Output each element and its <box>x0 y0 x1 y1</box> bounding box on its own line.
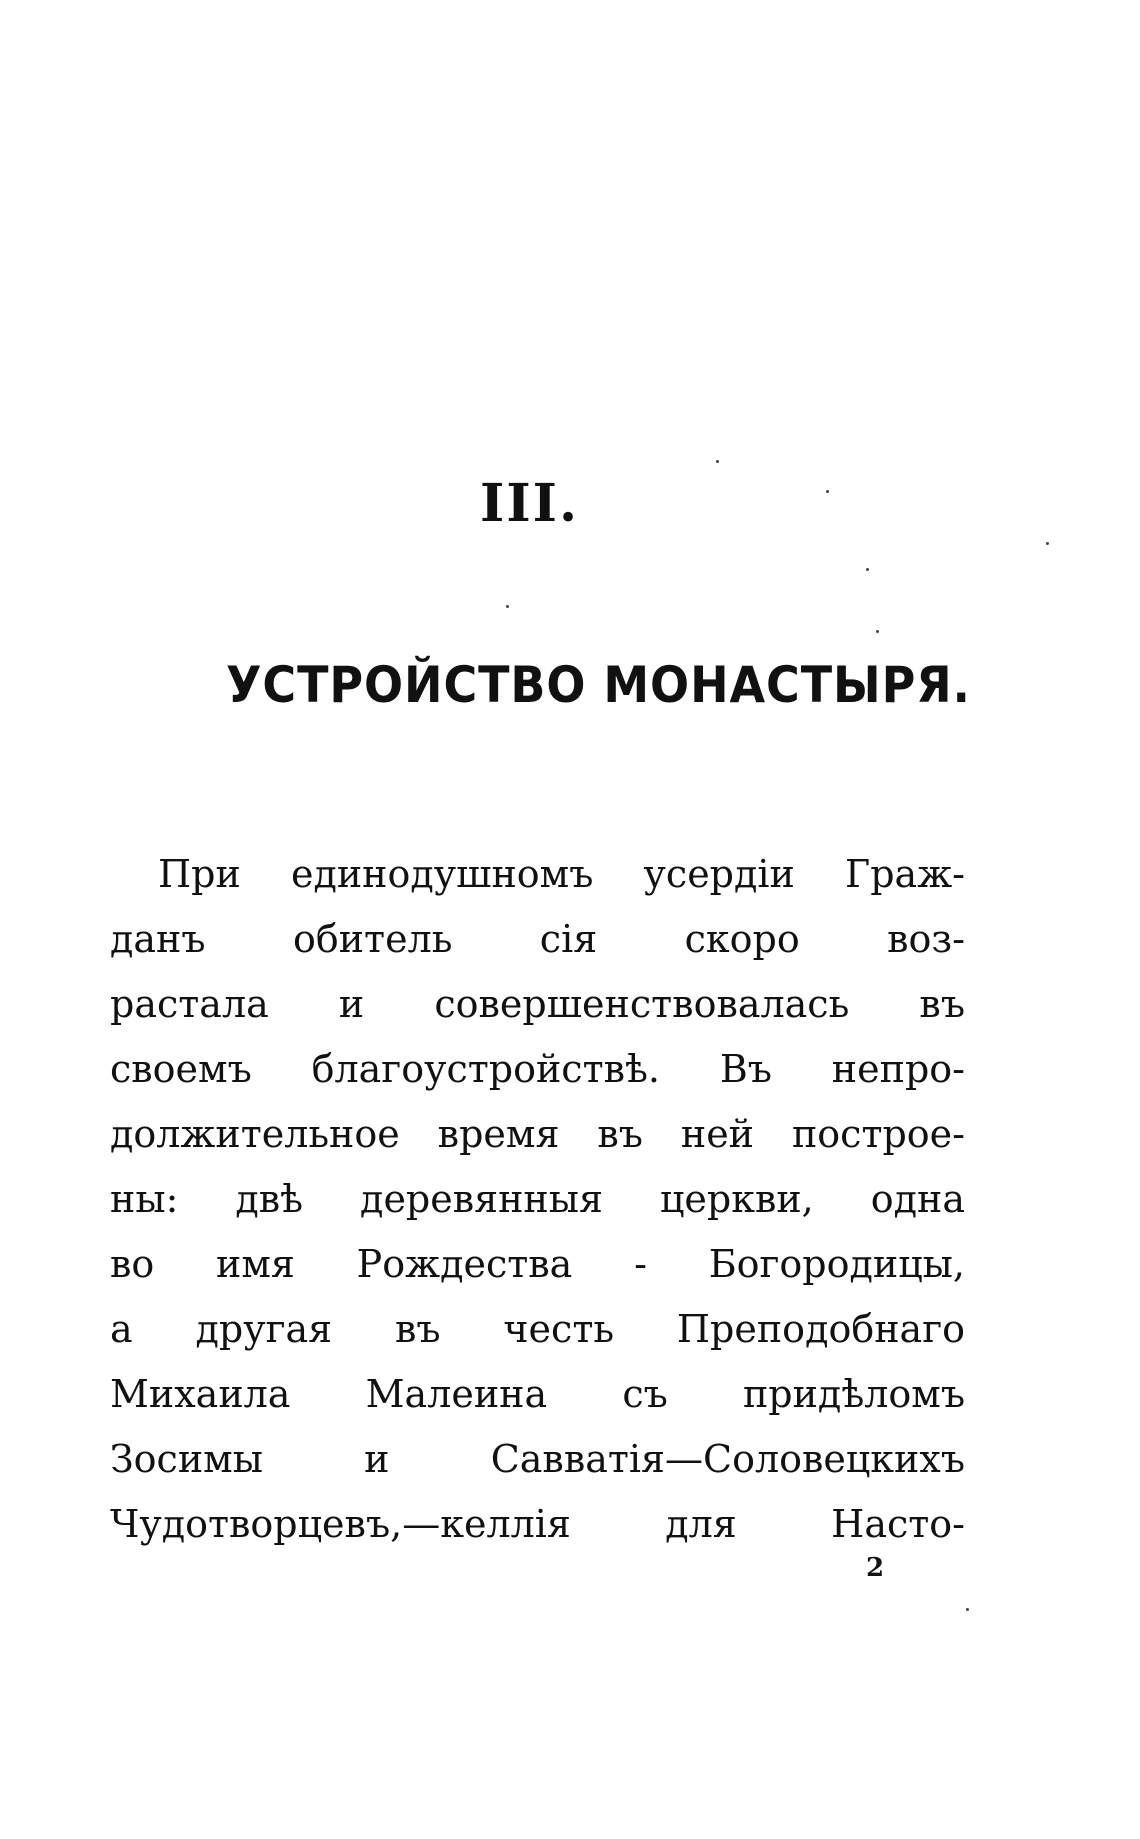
print-speck <box>826 490 829 493</box>
text-line: Чудотворцевъ,—келлія для Насто- <box>110 1502 965 1546</box>
print-speck <box>716 460 719 463</box>
text-line: во имя Рождества - Богородицы, <box>110 1242 965 1286</box>
text-line: растала и совершенствовалась въ <box>110 982 965 1026</box>
text-line: При единодушномъ усердіи Граж- <box>158 852 965 896</box>
text-line: должительное время въ ней построе- <box>110 1112 965 1156</box>
print-speck <box>1046 542 1049 545</box>
chapter-title: УСТРОЙСТВО МОНАСТЫРЯ. <box>226 656 971 714</box>
page-number: 2 <box>866 1553 885 1583</box>
chapter-numeral: III. <box>480 473 580 534</box>
text-line: своемъ благоустройствѣ. Въ непро- <box>110 1047 965 1091</box>
text-line: Зосимы и Савватія—Соловецкихъ <box>110 1437 965 1481</box>
text-line: а другая въ честь Преподобнаго <box>110 1307 965 1351</box>
text-line: данъ обитель сія скоро воз- <box>110 917 965 961</box>
body-text <box>110 842 965 1557</box>
print-speck <box>506 605 509 608</box>
print-speck <box>966 1608 969 1611</box>
print-speck <box>876 630 879 633</box>
text-line: ны: двѣ деревянныя церкви, одна <box>110 1177 965 1221</box>
print-speck <box>866 568 869 571</box>
text-line: Михаила Малеина съ придѣломъ <box>110 1372 965 1416</box>
